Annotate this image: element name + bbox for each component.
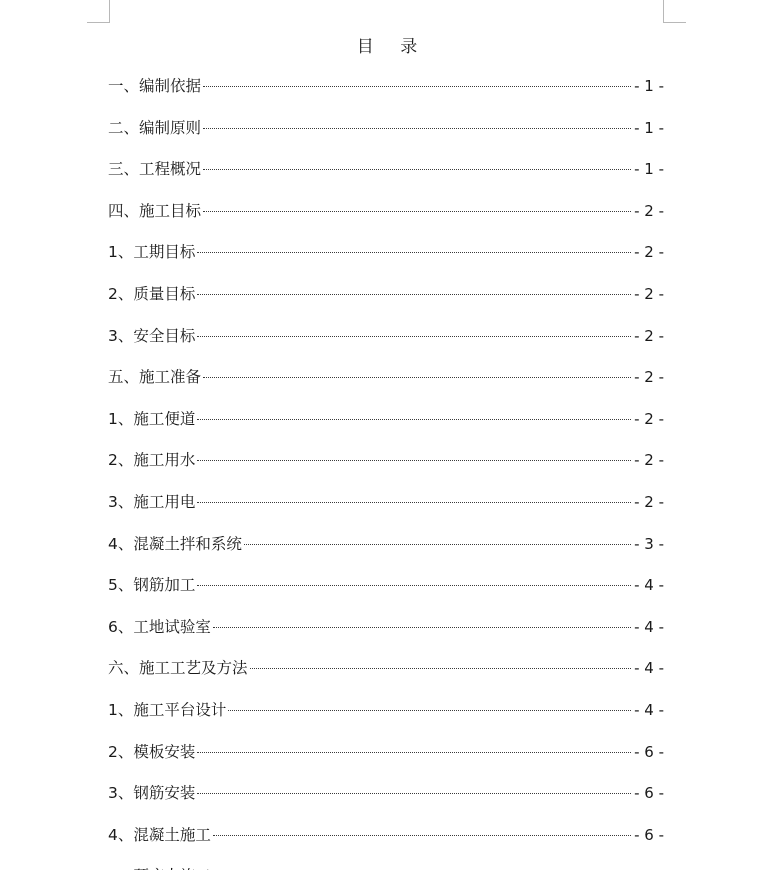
toc-entry-page-number: - 2 -	[634, 284, 664, 303]
toc-title: 目 录	[356, 37, 419, 57]
toc-dot-leader	[203, 211, 631, 212]
toc-entry-label: 一、编制依据	[108, 77, 202, 95]
toc-entry-page-number: - 6 -	[634, 742, 664, 761]
toc-entry[interactable]	[108, 440, 664, 482]
toc-entry-label: 1、施工平台设计	[108, 700, 227, 719]
toc-entry-label: 六、施工工艺及方法	[108, 659, 248, 678]
toc-entry-page-number: - 2 -	[634, 368, 664, 387]
toc-dot-leader	[213, 627, 631, 628]
toc-entry-label: 6、工地试验室	[108, 617, 211, 636]
toc-entry[interactable]	[108, 232, 664, 274]
toc-entry[interactable]	[108, 648, 664, 690]
toc-entry[interactable]	[108, 357, 664, 399]
page-corner-mark-right	[663, 0, 686, 23]
toc-dot-leader	[197, 336, 631, 337]
toc-entry-label: 4、混凝土拌和系统	[108, 534, 242, 553]
toc-entry-label: 4、混凝土施工	[108, 825, 211, 844]
toc-entry-label: 1、施工便道	[108, 409, 196, 428]
toc-dot-leader	[197, 502, 631, 503]
toc-entry[interactable]	[108, 149, 664, 191]
toc-dot-leader	[197, 419, 631, 420]
toc-entry-page-number: - 4 -	[634, 576, 664, 595]
toc-entry[interactable]	[108, 66, 664, 108]
toc-entry[interactable]	[108, 482, 664, 524]
toc-entry-page-number: - 6 -	[634, 784, 664, 803]
toc-entry-page-number: - 3 -	[634, 534, 664, 553]
toc-dot-leader	[197, 252, 631, 253]
toc-entry-label: 二、编制原则	[108, 118, 202, 137]
toc-entry[interactable]	[108, 690, 664, 732]
toc-entry-label: 五、施工准备	[108, 368, 202, 387]
toc-entry[interactable]	[108, 399, 664, 441]
toc-entry-page-number: - 2 -	[634, 243, 664, 262]
toc-entry-label: 3、钢筋安装	[108, 784, 196, 803]
toc-entry-page-number: - 1 -	[634, 77, 664, 95]
toc-entry[interactable]	[108, 773, 664, 815]
toc-dot-leader	[228, 710, 631, 711]
page-bottom-edge	[0, 870, 780, 878]
toc-entry[interactable]	[108, 732, 664, 774]
table-of-contents	[108, 66, 664, 878]
toc-dot-leader	[203, 86, 631, 87]
toc-entry-page-number: - 4 -	[634, 700, 664, 719]
toc-entry-page-number: - 2 -	[634, 201, 664, 220]
toc-entry[interactable]	[108, 815, 664, 857]
toc-entry-page-number: - 2 -	[634, 409, 664, 428]
page-corner-mark-left	[87, 0, 110, 23]
toc-entry-page-number: - 1 -	[634, 160, 664, 179]
toc-entry[interactable]	[108, 108, 664, 150]
toc-dot-leader	[197, 460, 631, 461]
toc-entry-label: 3、安全目标	[108, 326, 196, 345]
toc-dot-leader	[197, 294, 631, 295]
toc-entry-page-number: - 4 -	[634, 659, 664, 678]
toc-entry-label: 3、施工用电	[108, 492, 196, 511]
toc-entry-label: 四、施工目标	[108, 201, 202, 220]
toc-dot-leader	[197, 752, 631, 753]
toc-entry-label: 2、质量目标	[108, 284, 196, 303]
toc-entry-page-number: - 6 -	[634, 825, 664, 844]
toc-dot-leader	[197, 585, 631, 586]
toc-dot-leader	[197, 793, 631, 794]
toc-entry[interactable]	[108, 565, 664, 607]
toc-entry-label: 2、模板安装	[108, 742, 196, 761]
toc-entry-page-number: - 1 -	[634, 118, 664, 137]
toc-dot-leader	[244, 544, 631, 545]
toc-entry-page-number: - 2 -	[634, 492, 664, 511]
toc-entry-label: 三、工程概况	[108, 160, 202, 179]
toc-dot-leader	[203, 377, 631, 378]
toc-entry[interactable]	[108, 191, 664, 233]
toc-entry-page-number: - 4 -	[634, 617, 664, 636]
toc-entry-label: 1、工期目标	[108, 243, 196, 262]
toc-entry-page-number: - 2 -	[634, 451, 664, 470]
toc-entry[interactable]	[108, 607, 664, 649]
toc-entry-page-number: - 2 -	[634, 326, 664, 345]
toc-dot-leader	[203, 169, 631, 170]
toc-entry-label: 2、施工用水	[108, 451, 196, 470]
toc-dot-leader	[250, 668, 632, 669]
toc-dot-leader	[213, 835, 631, 836]
toc-entry[interactable]	[108, 274, 664, 316]
toc-dot-leader	[203, 128, 631, 129]
toc-entry[interactable]	[108, 524, 664, 566]
toc-entry-label: 5、钢筋加工	[108, 576, 196, 595]
toc-entry[interactable]	[108, 316, 664, 358]
